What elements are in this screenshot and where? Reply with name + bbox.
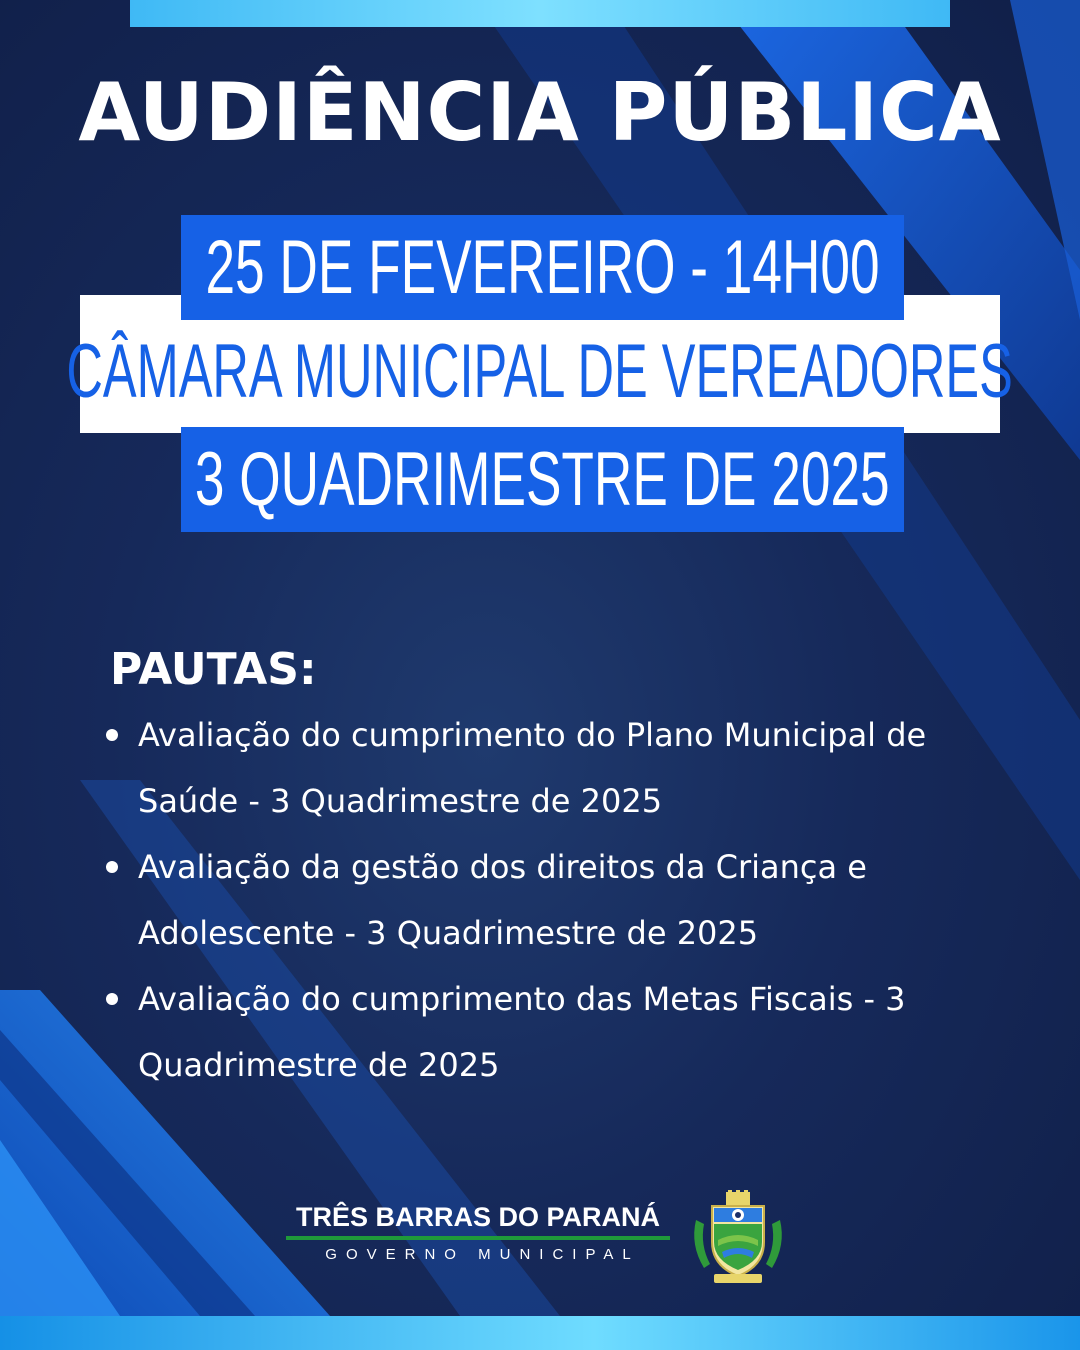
agenda-item (100, 834, 1030, 966)
bullet-icon (106, 729, 118, 741)
date-time-box (181, 215, 904, 320)
agenda-item-text: Avaliação do cumprimento do Plano Municipal de Saúde - 3 Quadrimestre de 2025 (138, 716, 927, 820)
venue-box (66, 316, 1014, 426)
period-text: 3 QUADRIMESTRE DE 2025 (195, 437, 890, 522)
municipality-subtitle: GOVERNO MUNICIPAL (325, 1246, 640, 1263)
agenda-list (100, 702, 1030, 1098)
municipality-name: TRÊS BARRAS DO PARANÁ (295, 1202, 660, 1232)
top-accent-bar (130, 0, 950, 27)
municipality-logo (286, 1200, 670, 1270)
page-title: AUDIÊNCIA PÚBLICA (78, 66, 1002, 159)
bottom-accent-bar (0, 1316, 1080, 1350)
agenda-item-text: Avaliação da gestão dos direitos da Criança e Adolescente - 3 Quadrimestre de 2025 (138, 848, 867, 952)
venue-text: CÂMARA MUNICIPAL DE VEREADORES (66, 328, 1014, 414)
bullet-icon (106, 861, 118, 873)
agenda-heading: PAUTAS: (110, 644, 317, 695)
agenda-item (100, 702, 1030, 834)
agenda-item (100, 966, 1030, 1098)
agenda-item-text: Avaliação do cumprimento das Metas Fiscais - 3 Quadrimestre de 2025 (138, 980, 906, 1084)
bullet-icon (106, 993, 118, 1005)
period-box (181, 427, 904, 532)
municipal-coat-of-arms-icon (688, 1190, 788, 1286)
date-time-text: 25 DE FEVEREIRO - 14H00 (205, 225, 880, 310)
